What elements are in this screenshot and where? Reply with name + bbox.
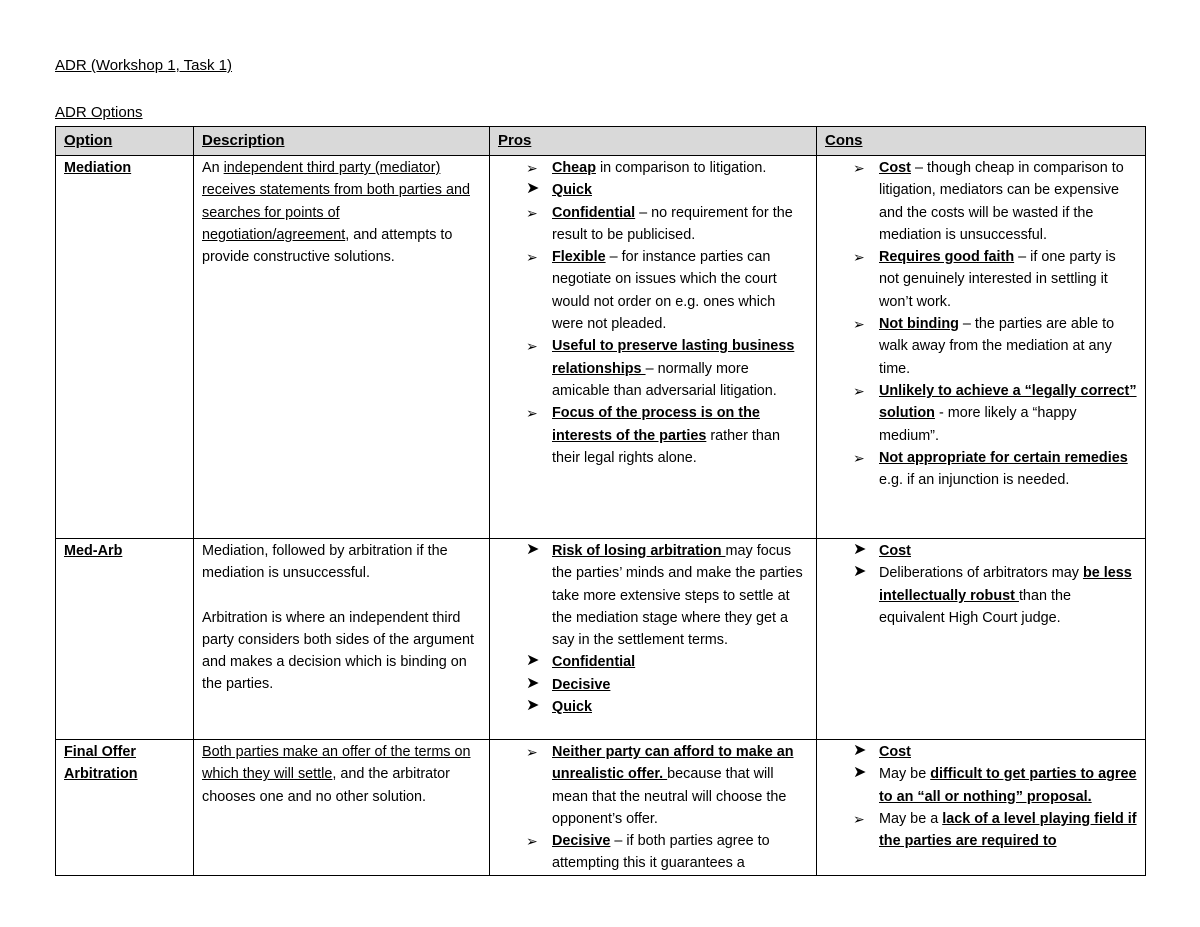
text-run: Confidential <box>552 204 636 221</box>
list-item <box>825 808 1139 853</box>
list-item <box>825 246 1139 313</box>
text-run: Decisive <box>552 676 611 693</box>
bullet-list <box>825 741 1139 852</box>
list-item <box>498 651 810 673</box>
text-run: independent third party (mediator) receives statements from both parties and searches for points of negotiation/agreement <box>202 160 470 243</box>
description-text <box>202 741 483 808</box>
list-item <box>825 763 1139 808</box>
arrow-bullet-icon: ➤ <box>526 697 540 715</box>
description-text <box>202 540 483 696</box>
text-run: Not appropriate for certain remedies <box>879 449 1128 466</box>
text-run: – if both parties agree to attempting this it guarantees a <box>552 833 770 872</box>
header-cons: Cons <box>817 127 1146 156</box>
description-cell <box>194 740 490 876</box>
cons-cell <box>817 539 1146 740</box>
list-item <box>498 157 810 179</box>
pros-cell <box>490 539 817 740</box>
arrow-bullet-icon: ➢ <box>853 160 865 176</box>
arrow-bullet-icon: ➢ <box>526 744 538 760</box>
arrow-bullet-icon: ➤ <box>853 764 867 782</box>
arrow-bullet-icon: ➤ <box>853 742 867 759</box>
description-text <box>202 157 483 268</box>
description-cell <box>194 539 490 740</box>
text-run: Not binding <box>879 316 959 333</box>
list-item <box>825 380 1139 447</box>
option-cell: Mediation <box>56 156 194 539</box>
arrow-bullet-icon: ➢ <box>526 160 538 176</box>
table-row <box>56 156 1146 539</box>
list-item <box>825 540 1139 562</box>
document-title: ADR (Workshop 1, Task 1) <box>55 57 233 74</box>
text-run: Focus of the process is on the interests of the parties <box>552 405 760 444</box>
arrow-bullet-icon: ➤ <box>526 180 540 198</box>
text-run: Unlikely to achieve a “legally correct” solution <box>879 382 1137 422</box>
text-run: e.g. if an injunction is needed. <box>879 472 1070 489</box>
list-item <box>825 741 1139 763</box>
arrow-bullet-icon: ➤ <box>526 652 540 670</box>
arrow-bullet-icon: ➢ <box>853 382 865 399</box>
text-run: - more likely a “happy medium”. <box>879 405 1077 444</box>
adr-options-table <box>55 126 1146 876</box>
text-run: Quick <box>552 182 592 199</box>
text-run: Cost <box>879 744 911 760</box>
list-item <box>498 246 810 335</box>
list-item <box>498 335 810 402</box>
arrow-bullet-icon: ➢ <box>526 833 538 850</box>
list-item <box>825 157 1139 246</box>
cons-cell <box>817 740 1146 876</box>
bullet-list <box>498 540 810 718</box>
text-run: – for instance parties can negotiate on issues which the court would not order on e.g. ones which were not pleaded. <box>552 249 777 333</box>
pros-cell <box>490 740 817 876</box>
text-run: lack of a level playing field if the parties are required to <box>879 810 1137 850</box>
arrow-bullet-icon: ➤ <box>526 674 540 692</box>
text-run: Risk of losing arbitration <box>552 543 726 559</box>
arrow-bullet-icon: ➢ <box>853 449 865 466</box>
table-row <box>56 539 1146 740</box>
table-row <box>56 740 1146 876</box>
text-run: May be <box>879 766 931 783</box>
text-run: because that will mean that the neutral will choose the opponent’s offer. <box>552 766 787 827</box>
text-run: May be a <box>879 810 943 827</box>
list-item <box>825 313 1139 380</box>
header-description: Description <box>194 127 490 156</box>
text-run: be less intellectually robust <box>879 565 1132 604</box>
text-run: Neither party can afford to make an unrealistic offer. <box>552 744 794 783</box>
text-run: Decisive <box>552 833 611 850</box>
list-item <box>498 202 810 247</box>
arrow-bullet-icon: ➢ <box>526 405 538 422</box>
arrow-bullet-icon: ➢ <box>526 338 538 355</box>
text-run: , and attempts to provide constructive solutions. <box>202 226 453 266</box>
text-run: Quick <box>552 699 592 716</box>
header-pros: Pros <box>490 127 817 156</box>
arrow-bullet-icon: ➢ <box>853 316 865 333</box>
list-item <box>498 402 810 469</box>
text-run: – no requirement for the result to be publicised. <box>552 204 793 243</box>
list-item <box>498 696 810 718</box>
option-cell: Med-Arb <box>56 539 194 740</box>
list-item <box>825 562 1139 629</box>
text-run: – if one party is not genuinely interested in settling it won’t work. <box>879 249 1116 310</box>
list-item <box>498 674 810 696</box>
arrow-bullet-icon: ➤ <box>853 563 867 581</box>
text-run: rather than their legal rights alone. <box>552 427 780 466</box>
list-item <box>825 447 1139 492</box>
list-item <box>498 741 810 830</box>
text-run: – the parties are able to walk away from the mediation at any time. <box>879 316 1115 377</box>
header-option: Option <box>56 127 194 156</box>
text-run: , and the arbitrator chooses one and no other solution. <box>202 766 450 805</box>
text-run: Both parties make an offer of the terms on which they will settle <box>202 744 471 783</box>
arrow-bullet-icon: ➢ <box>853 249 865 266</box>
bullet-list <box>825 540 1139 629</box>
text-run: than the equivalent High Court judge. <box>879 587 1071 626</box>
pros-cell <box>490 156 817 539</box>
bullet-list <box>498 157 810 469</box>
list-item <box>498 179 810 201</box>
paragraph-gap <box>202 585 483 607</box>
text-run: – though cheap in comparison to litigation, mediators can be expensive and the costs will be wasted if the mediation is unsuccessful. <box>879 160 1124 243</box>
arrow-bullet-icon: ➤ <box>853 541 867 558</box>
arrow-bullet-icon: ➢ <box>853 810 865 827</box>
text-run: in comparison to litigation. <box>595 160 767 176</box>
list-item <box>498 540 810 651</box>
text-run: Requires good faith <box>879 249 1015 266</box>
text-run: difficult to get parties to agree to an “all or nothing” proposal. <box>879 766 1137 805</box>
arrow-bullet-icon: ➢ <box>526 249 538 266</box>
bullet-list <box>825 157 1139 491</box>
arrow-bullet-icon: ➢ <box>526 204 538 221</box>
table-header-row <box>56 127 1146 156</box>
description-cell <box>194 156 490 539</box>
text-run: Cheap <box>552 160 596 176</box>
text-run: Arbitration is where an independent third party considers both sides of the argument and makes a decision which is binding on the parties. <box>202 609 474 693</box>
text-run: Flexible <box>552 249 606 266</box>
text-run: Cost <box>879 160 911 176</box>
section-heading: ADR Options <box>55 104 143 121</box>
text-run: Confidential <box>552 654 636 671</box>
text-run: An <box>202 160 224 176</box>
text-run: Cost <box>879 543 911 559</box>
arrow-bullet-icon: ➤ <box>526 541 540 558</box>
text-run: Useful to preserve lasting business relationships <box>552 338 795 377</box>
cons-cell <box>817 156 1146 539</box>
text-run: may focus the parties’ minds and make the parties take more extensive steps to settle at the mediation stage where they get a say in the settlement terms. <box>552 543 803 649</box>
list-item <box>498 830 810 875</box>
option-cell: Final Offer Arbitration <box>56 740 194 876</box>
bullet-list <box>498 741 810 875</box>
text-run: Deliberations of arbitrators may <box>879 565 1083 582</box>
text-run: Mediation, followed by arbitration if the mediation is unsuccessful. <box>202 543 448 582</box>
text-run: – normally more amicable than adversarial litigation. <box>552 360 777 399</box>
